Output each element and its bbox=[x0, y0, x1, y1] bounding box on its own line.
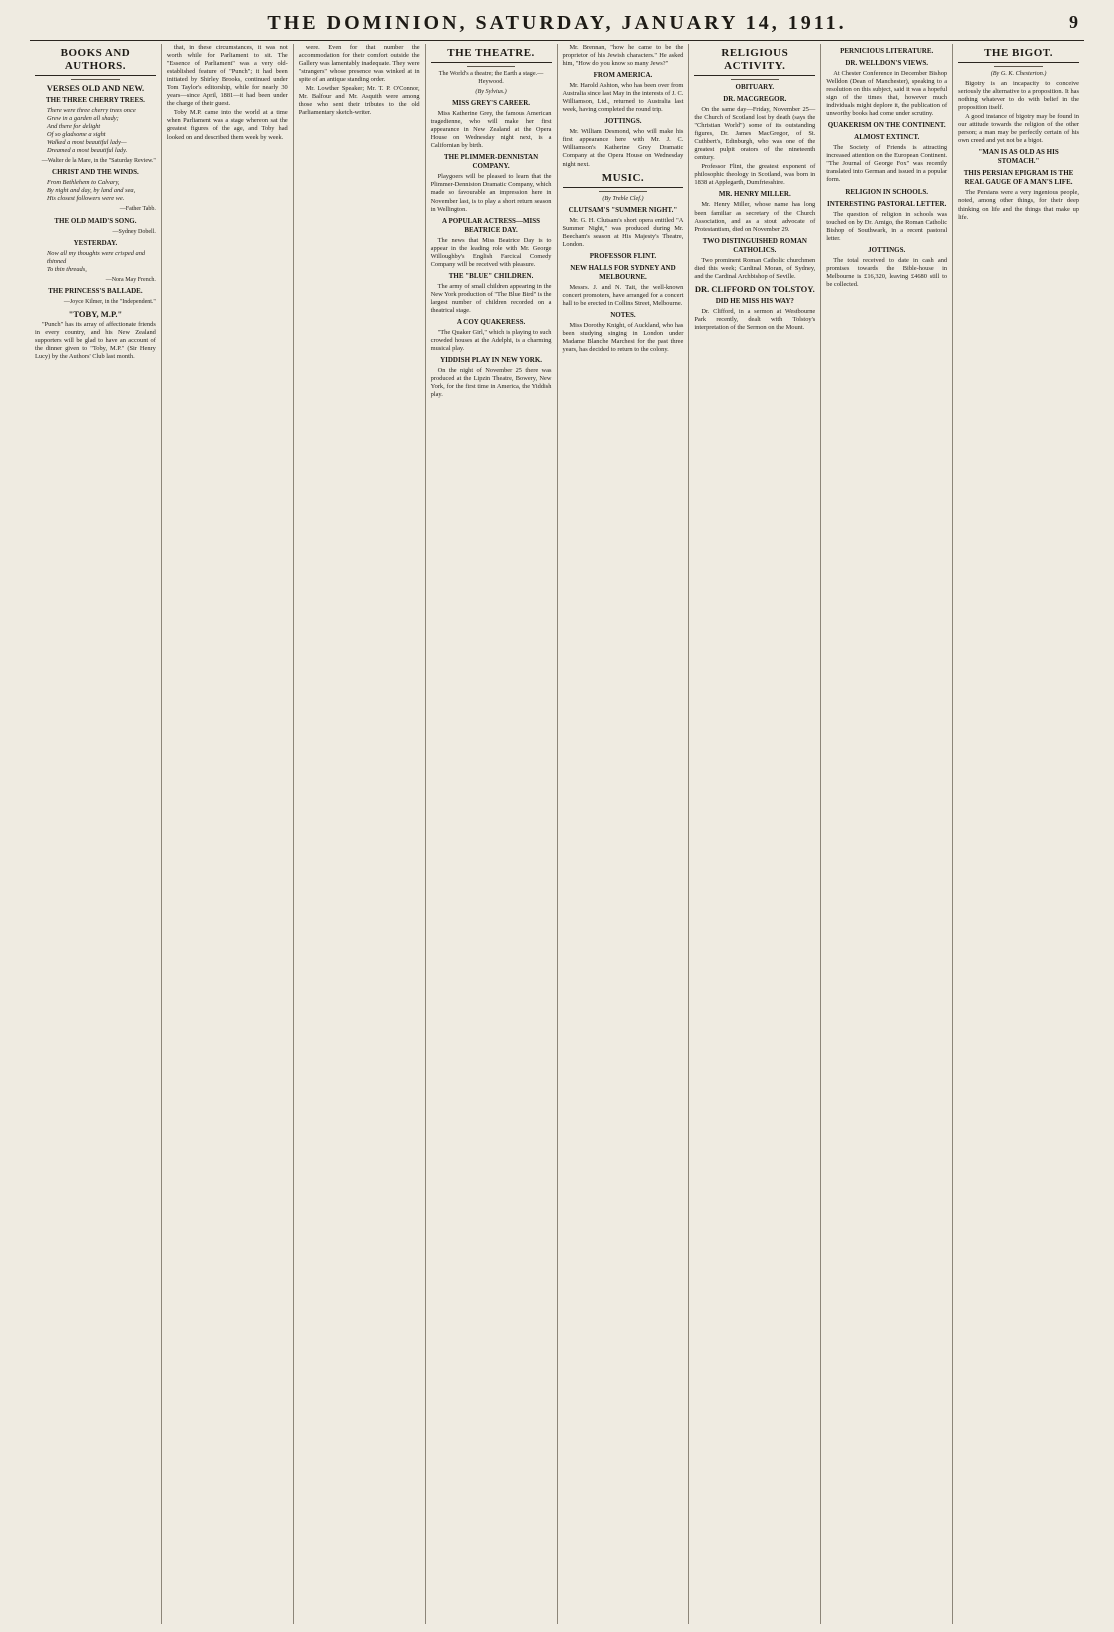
article-paragraph: The Persians were a very ingenious people, noted, among other things, for their deep thinking on life and the things that make up life. bbox=[958, 189, 1079, 221]
heading-rule bbox=[731, 79, 779, 80]
attribution: —Joyce Kilmer, in the "Independent." bbox=[63, 298, 156, 305]
sub-heading: THE OLD MAID'S SONG. bbox=[54, 216, 137, 225]
byline: (By Treble Clef.) bbox=[602, 194, 644, 202]
sub-heading: ALMOST EXTINCT. bbox=[854, 133, 920, 142]
poem-line: There were three cherry trees once bbox=[47, 107, 136, 114]
section-heading: MUSIC. bbox=[563, 172, 684, 188]
column bbox=[162, 44, 294, 1624]
sub-heading: "MAN IS AS OLD AS HIS STOMACH." bbox=[978, 148, 1059, 166]
sub-heading: INTERESTING PASTORAL LETTER. bbox=[827, 199, 947, 208]
sub-heading: FROM AMERICA. bbox=[593, 71, 653, 80]
poem-verse bbox=[35, 179, 156, 203]
poem-line: From Bethlehem to Calvary, bbox=[47, 179, 120, 187]
article-paragraph: Mr. Harold Ashton, who has been over from Australia since last May in the interests of J. C. Williamson, Ltd., returned to Australia last week, having completed the round trip. bbox=[562, 82, 684, 114]
article-paragraph: The Society of Friends is attracting increased attention on the European Continent. "The Journal of George Fox" was recently translated into German and issued in a popular form. bbox=[826, 144, 948, 184]
sub-heading: CHRIST AND THE WINDS. bbox=[52, 168, 139, 177]
section-heading: THE BIGOT. bbox=[958, 47, 1079, 63]
sub-heading: A COY QUAKERESS. bbox=[456, 317, 526, 326]
article-paragraph: Bigotry is an incapacity to conceive seriously the alternative to a proposition. It has nothing whatever to do with belief in the proposition itself. bbox=[958, 80, 1079, 112]
sub-heading: DID HE MISS HIS WAY? bbox=[715, 296, 794, 305]
attribution: —Sydney Dobell. bbox=[112, 228, 156, 235]
sub-heading: THE PRINCESS'S BALLADE. bbox=[48, 286, 143, 295]
article-paragraph: Mr. William Desmond, who will make his first appearance here with Mr. J. C. Williamson's Katherine Grey Dramatic Company at the Opera House on Wednesday night next. bbox=[562, 128, 684, 168]
section-heading: RELIGIOUS ACTIVITY. bbox=[694, 47, 815, 76]
article-paragraph: Miss Katherine Grey, the famous American tragedienne, who will make her first appearance in New Zealand at the Opera House on Wednesday night next, is a Californian by birth. bbox=[430, 110, 552, 150]
article-paragraph: On the night of November 25 there was produced at the Lipzin Theatre, Bowery, New York, for the first time in America, the Yiddish play. bbox=[430, 367, 552, 399]
section-motto: The World's a theatre; the Earth a stage.—Heywood. bbox=[438, 70, 544, 86]
sub-heading: PERNICIOUS LITERATURE. bbox=[840, 47, 934, 55]
article-paragraph: Mr. G. H. Clutsam's short opera entitled "A Summer Night," was produced during Mr. Beecham's season at His Majesty's Theatre, London. bbox=[562, 216, 684, 248]
masthead-rule bbox=[30, 40, 1084, 41]
column bbox=[30, 44, 162, 1624]
article-heading: VERSES OLD AND NEW. bbox=[46, 83, 145, 93]
poem-line: Dreamed a most beautiful lady. bbox=[47, 147, 128, 155]
poem-line: Walked a most beautiful lady— bbox=[47, 139, 127, 147]
article-paragraph: Toby M.P. came into the world at a time when Parliament was a stage whereon sat the greatest figures of the age, and Toby had looked on and described them week by week. bbox=[166, 109, 288, 141]
article-paragraph: Dr. Clifford, in a sermon at Westbourne Park recently, dealt with Tolstoy's interpretation of the Sermon on the Mount. bbox=[694, 307, 816, 331]
article-paragraph: Mr. Lowther Speaker; Mr. T. P. O'Connor, Mr. Balfour and Mr. Asquith were among those who sent their tributes to the old Parliamentary sketch-writer. bbox=[298, 85, 420, 117]
article-paragraph: Two prominent Roman Catholic churchmen died this week; Cardinal Moran, of Sydney, and the Cardinal Archbishop of Seville. bbox=[694, 256, 816, 280]
poem-line: Grew in a garden all shady; bbox=[47, 115, 119, 123]
article-paragraph: On the same day—Friday, November 25—the Church of Scotland lost by death (says the "Christian World") some of its outstanding figures, Dr. James MacGregor, of St. Cuthbert's, Edinburgh, who was one of the greatest pulpit orators of the nineteenth century. bbox=[694, 106, 816, 162]
attribution: —Father Tabb. bbox=[119, 206, 156, 213]
article-paragraph: Mr. Brennan, "how he came to be the proprietor of his Jewish characters." He asked him, "How do you know so many Jews?" bbox=[562, 44, 684, 68]
column bbox=[426, 44, 558, 1624]
article-paragraph: The news that Miss Beatrice Day is to appear in the leading role with Mr. George Willoughby's English Farcical Comedy Company will be received with pleasure. bbox=[430, 236, 552, 268]
poem-line: By night and day, by land and sea, bbox=[47, 187, 136, 195]
poem-line: His closest followers were we. bbox=[47, 195, 125, 203]
newspaper-columns bbox=[30, 44, 1084, 1624]
article-paragraph: Mr. Henry Miller, whose name has long been familiar as secretary of the Church Association, and as a stout advocate of Protestantism, died on November 29. bbox=[694, 201, 816, 233]
poem-verse bbox=[35, 250, 156, 274]
attribution: —Nora May French. bbox=[105, 276, 156, 283]
sub-heading: NOTES. bbox=[610, 310, 636, 319]
byline: (By G. K. Chesterton.) bbox=[990, 70, 1047, 77]
sub-heading: A POPULAR ACTRESS—MISS BEATRICE DAY. bbox=[442, 216, 541, 234]
article-paragraph: Messrs. J. and N. Tait, the well-known concert promoters, have arranged for a concert hall to be erected in Collins Street, Melbourne. bbox=[562, 283, 684, 307]
sub-heading: MISS GREY'S CAREER. bbox=[452, 99, 531, 108]
sub-heading: NEW HALLS FOR SYDNEY AND MELBOURNE. bbox=[570, 263, 676, 281]
column bbox=[558, 44, 690, 1624]
column bbox=[821, 44, 953, 1624]
poem-line: Now all my thoughts were crisped and thinned bbox=[47, 249, 146, 265]
article-paragraph: A good instance of bigotry may be found in our attitude towards the religion of the other person; a man may be perfectly certain of his own creed and yet not be a bigot. bbox=[958, 113, 1079, 145]
poem-line: And there for delight bbox=[47, 123, 101, 131]
heading-rule bbox=[71, 79, 119, 80]
sub-heading: CLUTSAM'S "SUMMER NIGHT." bbox=[568, 205, 678, 214]
sub-heading: JOTTINGS. bbox=[604, 117, 642, 126]
byline: (By Sylvius.) bbox=[475, 88, 507, 96]
article-paragraph: "The Quaker Girl," which is playing to such crowded houses at the Adelphi, is a charming musical play. bbox=[430, 328, 552, 353]
column bbox=[294, 44, 426, 1624]
sub-heading: JOTTINGS. bbox=[868, 245, 906, 254]
article-heading: DR. CLIFFORD ON TOLSTOY. bbox=[694, 283, 815, 294]
article-paragraph: Professor Flint, the greatest exponent of philosophic theology in Scotland, was born in 1838 at Applegarth, Dumfriesshire. bbox=[694, 163, 816, 187]
article-paragraph: "Punch" has its array of affectionate friends in every country, and his New Zealand supporters will be glad to have an account of the dinner given to "Toby, M.P." (Sir Henry Lucy) by the Authors' Club last month. bbox=[35, 320, 156, 360]
sub-heading: MR. HENRY MILLER. bbox=[718, 190, 791, 199]
sub-heading: THE PLIMMER-DENNISTAN COMPANY. bbox=[443, 153, 539, 171]
article-paragraph: At Chester Conference in December Bishop Welldon (Dean of Manchester), speaking to a resolution on this subject, said it was a hopeful sign of the times that, however much individuals might deplore it, the publication of unworthy books had come under scrutiny. bbox=[826, 70, 948, 118]
heading-rule bbox=[467, 66, 515, 67]
sub-heading: THE THREE CHERRY TREES. bbox=[46, 96, 145, 104]
heading-rule bbox=[599, 191, 647, 192]
section-heading: THE THEATRE. bbox=[431, 47, 552, 63]
article-paragraph: The army of small children appearing in the New York production of "The Blue Bird" is the largest number of children recorded on a theatrical stage. bbox=[430, 282, 552, 314]
article-paragraph: Miss Dorothy Knight, of Auckland, who has been studying singing in London under Madame Blanche Marchesi for the past three years, has decided to return to the colony. bbox=[562, 321, 684, 354]
sub-heading: OBITUARY. bbox=[735, 83, 775, 91]
article-paragraph: The question of religion in schools was touched on by Dr. Amigo, the Roman Catholic Bishop of Southwark, in a recent pastoral letter. bbox=[826, 210, 948, 242]
article-heading: "TOBY, M.P." bbox=[68, 308, 123, 319]
sub-heading: PROFESSOR FLINT. bbox=[589, 251, 657, 260]
sub-heading: RELIGION IN SCHOOLS. bbox=[845, 187, 929, 196]
article-paragraph: Playgoers will be pleased to learn that the Plimmer-Denniston Dramatic Company, which made so favourable an impression here in November last, is to play a short return season in Wellington. bbox=[430, 173, 552, 213]
article-paragraph: were. Even for that number the accommodation for their comfort outside the Gallery was lamentably inadequate. They were "strangers" whose presence was winked at in spite of an antique standing order. bbox=[298, 44, 420, 84]
newspaper-title: THE DOMINION, SATURDAY, JANUARY 14, 1911. bbox=[267, 11, 847, 34]
sub-heading: TWO DISTINGUISHED ROMAN CATHOLICS. bbox=[702, 236, 807, 254]
poem-line: To thin threads, bbox=[47, 265, 87, 273]
masthead bbox=[30, 8, 1084, 38]
article-paragraph: The total received to date in cash and promises towards the Bible-house in Melbourne is £16,320, leaving £4680 still to be collected. bbox=[826, 256, 948, 288]
poem-line: Of so gladsome a sight bbox=[47, 131, 106, 139]
column bbox=[689, 44, 821, 1624]
sub-heading: YESTERDAY. bbox=[73, 238, 118, 247]
column bbox=[953, 44, 1084, 1624]
attribution: —Walter de la Mare, in the "Saturday Review." bbox=[41, 158, 156, 165]
poem-verse bbox=[35, 107, 156, 155]
sub-heading: QUAKERISM ON THE CONTINENT. bbox=[827, 121, 946, 130]
sub-heading: YIDDISH PLAY IN NEW YORK. bbox=[440, 356, 543, 365]
heading-rule bbox=[994, 66, 1042, 67]
sub-heading: THE "BLUE" CHILDREN. bbox=[448, 271, 534, 280]
section-heading: BOOKS AND AUTHORS. bbox=[35, 47, 156, 76]
article-paragraph: that, in these circumstances, it was not worth while for Parliament to sit. The "Essence of Parliament" was a very old-established feature of "Punch"; it had been initiated by Shirley Brooks, continued under Tom Taylor's editorship, while for nearly 30 years—since April, 1881—it had been under the charge of their guest. bbox=[166, 44, 288, 108]
page-number: 9 bbox=[1069, 12, 1078, 32]
sub-heading: DR. WELLDON'S VIEWS. bbox=[845, 59, 928, 67]
sub-heading: DR. MACGREGOR. bbox=[723, 95, 787, 103]
sub-heading: THIS PERSIAN EPIGRAM IS THE REAL GAUGE OF A MAN'S LIFE. bbox=[963, 169, 1074, 187]
